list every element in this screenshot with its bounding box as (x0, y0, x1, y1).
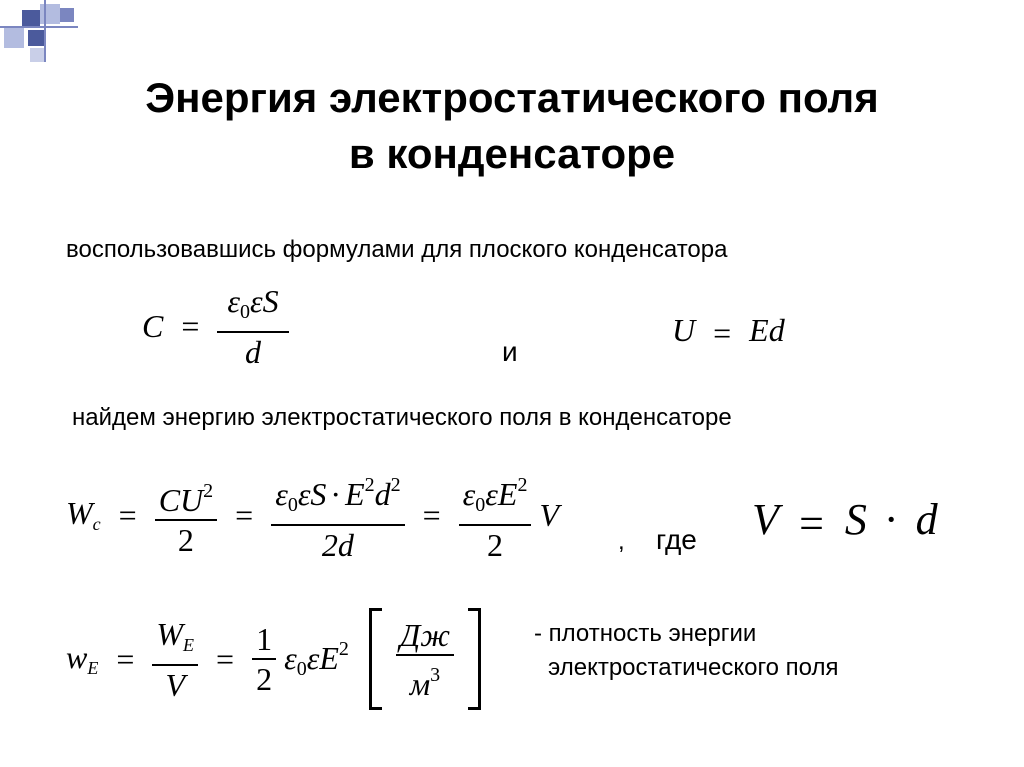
symbol-C: C (142, 308, 164, 344)
unit-denominator (396, 656, 454, 703)
title-line-1: Энергия электростатического поля (145, 74, 879, 121)
subscript-zero: 0 (240, 301, 250, 323)
unit-meter: м (409, 665, 431, 702)
formula-energy-density (66, 608, 481, 710)
dot-operator: · (330, 476, 342, 512)
fraction-numerator (152, 615, 198, 666)
right-bracket-icon (468, 608, 481, 710)
superscript-two: 2 (517, 474, 528, 496)
equals-sign: = (713, 315, 732, 352)
symbol-eps: ε (485, 476, 498, 512)
equals-sign: = (216, 640, 235, 677)
density-text-2: электростатического поля (548, 654, 839, 681)
deco-square-dark-3 (28, 30, 44, 46)
deco-line-horizontal (0, 26, 78, 28)
equals-sign: = (116, 640, 135, 677)
symbol-W: W (156, 615, 184, 652)
fraction-we-v (152, 615, 198, 704)
intro-text: воспользовавшись формулами для плоского конденсатора (66, 236, 728, 263)
deco-square-light-1 (40, 4, 60, 24)
deco-square-light-2 (4, 28, 24, 48)
fraction-cu2 (155, 472, 217, 559)
find-text: найдем энергию электростатического поля в конденсаторе (72, 404, 732, 431)
fraction-denominator: 2 (177, 521, 194, 558)
symbol-eps: ε (462, 476, 476, 512)
symbol-w: w (66, 639, 88, 675)
symbol-S: S (310, 476, 327, 512)
symbol-U: U (672, 312, 696, 348)
unit-numerator: Дж (396, 616, 454, 656)
equals-sign: = (181, 308, 200, 344)
symbol-eps: ε (284, 639, 297, 676)
page-title (0, 70, 1024, 182)
deco-line-vertical (44, 0, 46, 62)
formula-capacitance (142, 282, 289, 371)
superscript-two: 2 (390, 474, 401, 496)
superscript-two: 2 (364, 474, 375, 496)
left-bracket-icon (369, 608, 382, 710)
symbol-Wc (66, 495, 101, 535)
unit-bracket (369, 608, 481, 710)
symbol-V: V (539, 496, 559, 533)
equals-sign: = (422, 496, 441, 533)
symbol-E: E (319, 639, 339, 676)
eps-eps-e2 (284, 638, 349, 681)
symbol-E: E (345, 476, 365, 512)
fraction-one-half (252, 620, 276, 698)
fraction-denominator: 2 (256, 661, 273, 697)
superscript-two: 2 (203, 479, 214, 502)
deco-square-light-3 (30, 48, 44, 62)
formula-voltage (672, 312, 785, 352)
subscript-E: E (87, 658, 99, 678)
superscript-three: 3 (430, 663, 441, 686)
symbol-eps: ε (227, 283, 240, 319)
equals-sign: = (118, 496, 137, 533)
fraction-numerator: 1 (252, 620, 276, 660)
fraction-capacitance (217, 282, 288, 371)
symbol-E: E (497, 476, 518, 512)
dot-operator: · (883, 495, 899, 544)
fraction-eps-e2 (459, 466, 532, 564)
symbol-d: d (915, 495, 938, 544)
fraction-denominator: 2d (321, 527, 354, 563)
fraction-denominator: 2 (487, 527, 504, 563)
superscript-two: 2 (338, 637, 349, 660)
symbol-S: S (262, 283, 279, 319)
comma-text: , (618, 528, 625, 555)
fraction-numerator (155, 472, 217, 521)
subscript-E: E (183, 634, 195, 655)
subscript-zero: 0 (475, 494, 486, 516)
symbol-eps: ε (306, 639, 320, 676)
symbol-S: S (844, 495, 867, 544)
formula-energy (66, 466, 559, 564)
and-text: и (502, 336, 518, 367)
density-text-1: - плотность энергии (534, 620, 757, 647)
symbol-eps: ε (275, 476, 288, 512)
symbol-V: V (752, 495, 779, 544)
symbol-W: W (66, 495, 93, 531)
where-text: где (656, 524, 697, 555)
symbol-Ed: Ed (749, 312, 785, 348)
fraction-unit (396, 616, 454, 703)
symbol-wE (66, 639, 98, 679)
deco-square-dark-2 (60, 8, 74, 22)
title-line-2: в конденсаторе (348, 130, 676, 177)
symbol-eps: ε (250, 283, 263, 319)
symbol-eps: ε (297, 476, 311, 512)
fraction-numerator (217, 282, 288, 333)
fraction-numerator (459, 466, 532, 526)
equals-sign: = (799, 499, 824, 549)
subscript-c: c (92, 514, 101, 534)
symbol-d: d (374, 476, 391, 512)
fraction-denominator: V (165, 666, 185, 703)
symbol-CU: CU (158, 481, 204, 518)
fraction-numerator (271, 466, 404, 526)
subscript-zero: 0 (296, 657, 307, 680)
formula-volume (752, 494, 938, 549)
fraction-denominator: d (245, 334, 261, 370)
fraction-eps-s-e2-d2 (271, 466, 404, 564)
equals-sign: = (235, 496, 254, 533)
subscript-zero: 0 (287, 494, 298, 516)
